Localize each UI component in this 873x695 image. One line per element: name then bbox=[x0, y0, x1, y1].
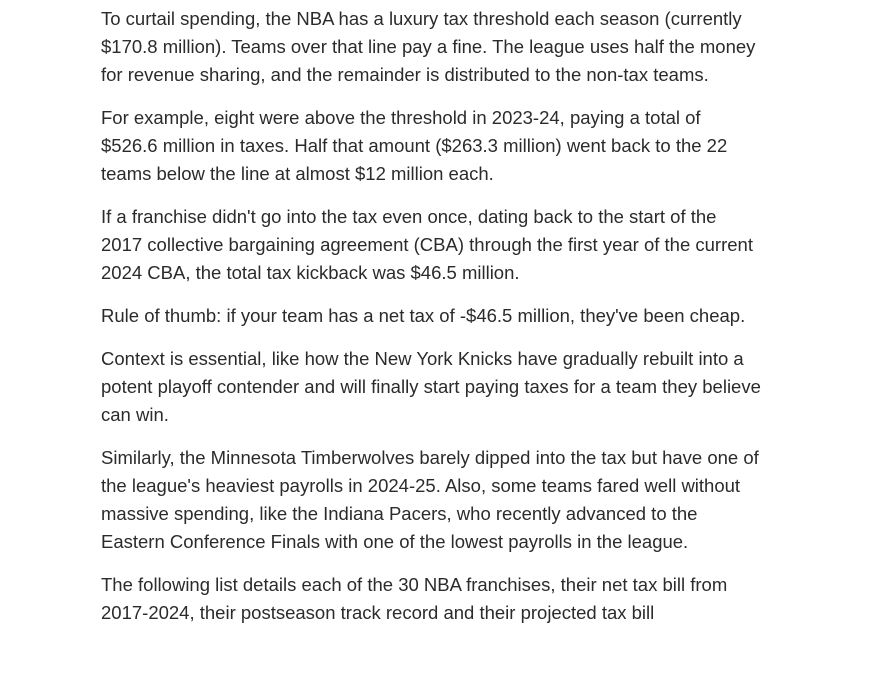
article-body bbox=[101, 5, 761, 642]
paragraph-rule-of-thumb: Rule of thumb: if your team has a net tax of -$46.5 million, they've been cheap. bbox=[101, 305, 746, 326]
paragraph-similarly: Similarly, the Minnesota Timberwolves barely dipped into the tax but have one of the league's heaviest payrolls in 2024-25. Also, some teams fared well without massive spending, like the Indiana Pacers, who recently advanced to the Eastern Conference Finals with one of the lowest payrolls in the league. bbox=[101, 447, 759, 552]
paragraph-luxury-tax: To curtail spending, the NBA has a luxury tax threshold each season (currently $170.8 million). Teams over that line pay a fine. The league uses half the money for revenue sharing, and the remainder is distributed to the non-tax teams. bbox=[101, 8, 756, 85]
paragraph-following-list: The following list details each of the 30 NBA franchises, their net tax bill from 2017-2024, their postseason track record and their projected tax bill bbox=[101, 574, 728, 623]
paragraph-example: For example, eight were above the threshold in 2023-24, paying a total of $526.6 million in taxes. Half that amount ($263.3 million) went back to the 22 teams below the line at almost $12 million each. bbox=[101, 107, 728, 184]
paragraph-context: Context is essential, like how the New York Knicks have gradually rebuilt into a potent playoff contender and will finally start paying taxes for a team they believe can win. bbox=[101, 348, 761, 425]
paragraph-kickback: If a franchise didn't go into the tax even once, dating back to the start of the 2017 collective bargaining agreement (CBA) through the first year of the current 2024 CBA, the total tax kickback was $46.5 million. bbox=[101, 206, 753, 283]
